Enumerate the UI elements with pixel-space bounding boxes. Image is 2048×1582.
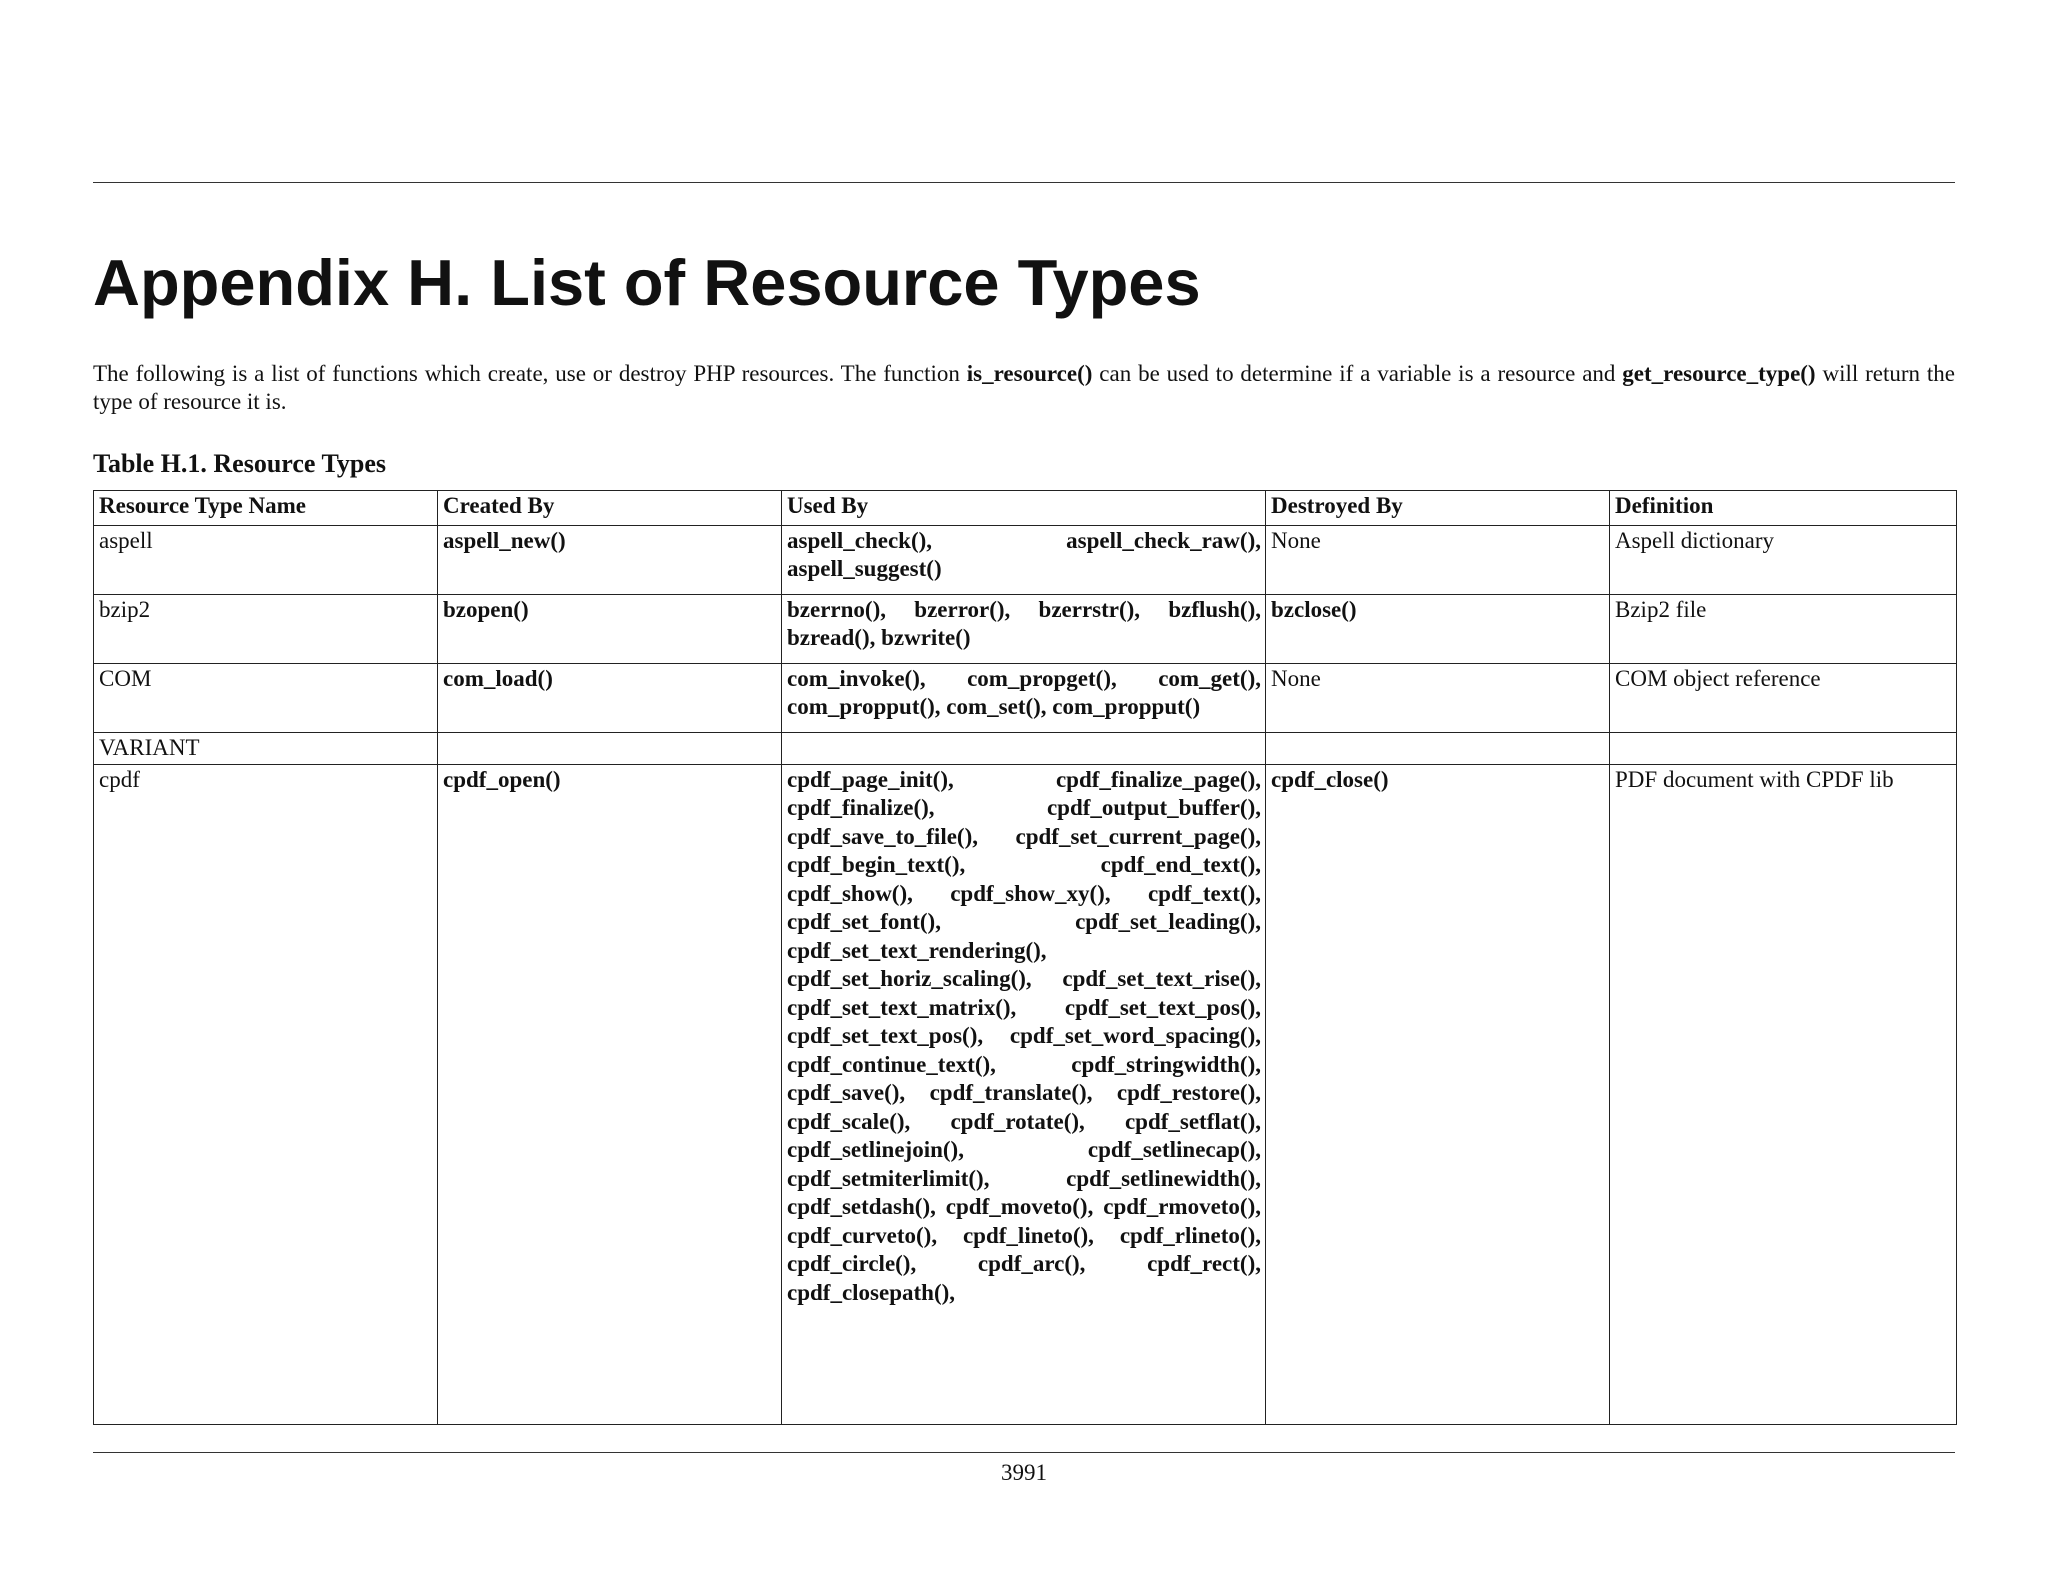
cell-resource-name: aspell <box>94 525 438 594</box>
cell-destroyed-by: bzclose() <box>1266 594 1610 663</box>
resource-types-table <box>93 490 1957 1425</box>
table-header-row <box>94 491 1957 526</box>
table-row <box>94 663 1957 732</box>
footer-rule <box>93 1452 1955 1453</box>
page-title: Appendix H. List of Resource Types <box>93 246 1201 319</box>
cell-definition <box>1610 732 1957 764</box>
cell-resource-name: VARIANT <box>94 732 438 764</box>
header-rule <box>93 182 1955 183</box>
cell-definition: Bzip2 file <box>1610 594 1957 663</box>
cell-created-by: com_load() <box>438 663 782 732</box>
header-used-by: Used By <box>782 491 1266 526</box>
table-row <box>94 764 1957 1424</box>
intro-text-2: can be used to determine if a variable is a resource and <box>1092 361 1623 386</box>
cell-created-by: bzopen() <box>438 594 782 663</box>
cell-resource-name: cpdf <box>94 764 438 1424</box>
cell-used-by: bzerrno(), bzerror(), bzerrstr(), bzflush(), bzread(), bzwrite() <box>782 594 1266 663</box>
cell-definition: COM object reference <box>1610 663 1957 732</box>
table-row <box>94 732 1957 764</box>
table-caption: Table H.1. Resource Types <box>93 449 387 478</box>
cell-created-by <box>438 732 782 764</box>
cell-created-by: cpdf_open() <box>438 764 782 1424</box>
cell-destroyed-by: None <box>1266 663 1610 732</box>
cell-resource-name: COM <box>94 663 438 732</box>
header-destroyed-by: Destroyed By <box>1266 491 1610 526</box>
cell-destroyed-by: cpdf_close() <box>1266 764 1610 1424</box>
cell-used-by: aspell_check(), aspell_check_raw(), aspell_suggest() <box>782 525 1266 594</box>
table-row <box>94 525 1957 594</box>
cell-used-by <box>782 732 1266 764</box>
is-resource-function: is_resource() <box>966 361 1093 386</box>
intro-text-1: The following is a list of functions which create, use or destroy PHP resources. The function <box>93 361 967 386</box>
header-resource-type-name: Resource Type Name <box>94 491 438 526</box>
cell-used-by: com_invoke(), com_propget(), com_get(), com_propput(), com_set(), com_propput() <box>782 663 1266 732</box>
cell-created-by: aspell_new() <box>438 525 782 594</box>
header-created-by: Created By <box>438 491 782 526</box>
cell-definition: PDF document with CPDF lib <box>1610 764 1957 1424</box>
cell-destroyed-by: None <box>1266 525 1610 594</box>
header-definition: Definition <box>1610 491 1957 526</box>
cell-used-by: cpdf_page_init(), cpdf_finalize_page(), cpdf_finalize(), cpdf_output_buffer(), cpdf_save_to_file(), cpdf_set_current_page(), cpdf_begin_text(), cpdf_end_text(), cpdf_show(), cpdf_show_xy(), cpdf_text(), cpdf_set_font(), cpdf_set_leading(), cpdf_set_text_rendering(), cpdf_set_horiz_scaling(), cpdf_set_text_rise(), cpdf_set_text_matrix(), cpdf_set_text_pos(), cpdf_set_text_pos(), cpdf_set_word_spacing(), cpdf_continue_text(), cpdf_stringwidth(), cpdf_save(), cpdf_translate(), cpdf_restore(), cpdf_scale(), cpdf_rotate(), cpdf_setflat(), cpdf_setlinejoin(), cpdf_setlinecap(), cpdf_setmiterlimit(), cpdf_setlinewidth(), cpdf_setdash(), cpdf_moveto(), cpdf_rmoveto(), cpdf_curveto(), cpdf_lineto(), cpdf_rlineto(), cpdf_circle(), cpdf_arc(), cpdf_rect(), cpdf_closepath(), <box>782 764 1266 1424</box>
get-resource-type-function: get_resource_type() <box>1622 361 1816 386</box>
page-number: 3991 <box>1001 1460 1047 1485</box>
cell-definition: Aspell dictionary <box>1610 525 1957 594</box>
cell-destroyed-by <box>1266 732 1610 764</box>
intro-text-3: will return the type of resource it is. <box>93 361 1956 414</box>
intro-paragraph <box>93 360 1955 416</box>
cell-resource-name: bzip2 <box>94 594 438 663</box>
table-row <box>94 594 1957 663</box>
